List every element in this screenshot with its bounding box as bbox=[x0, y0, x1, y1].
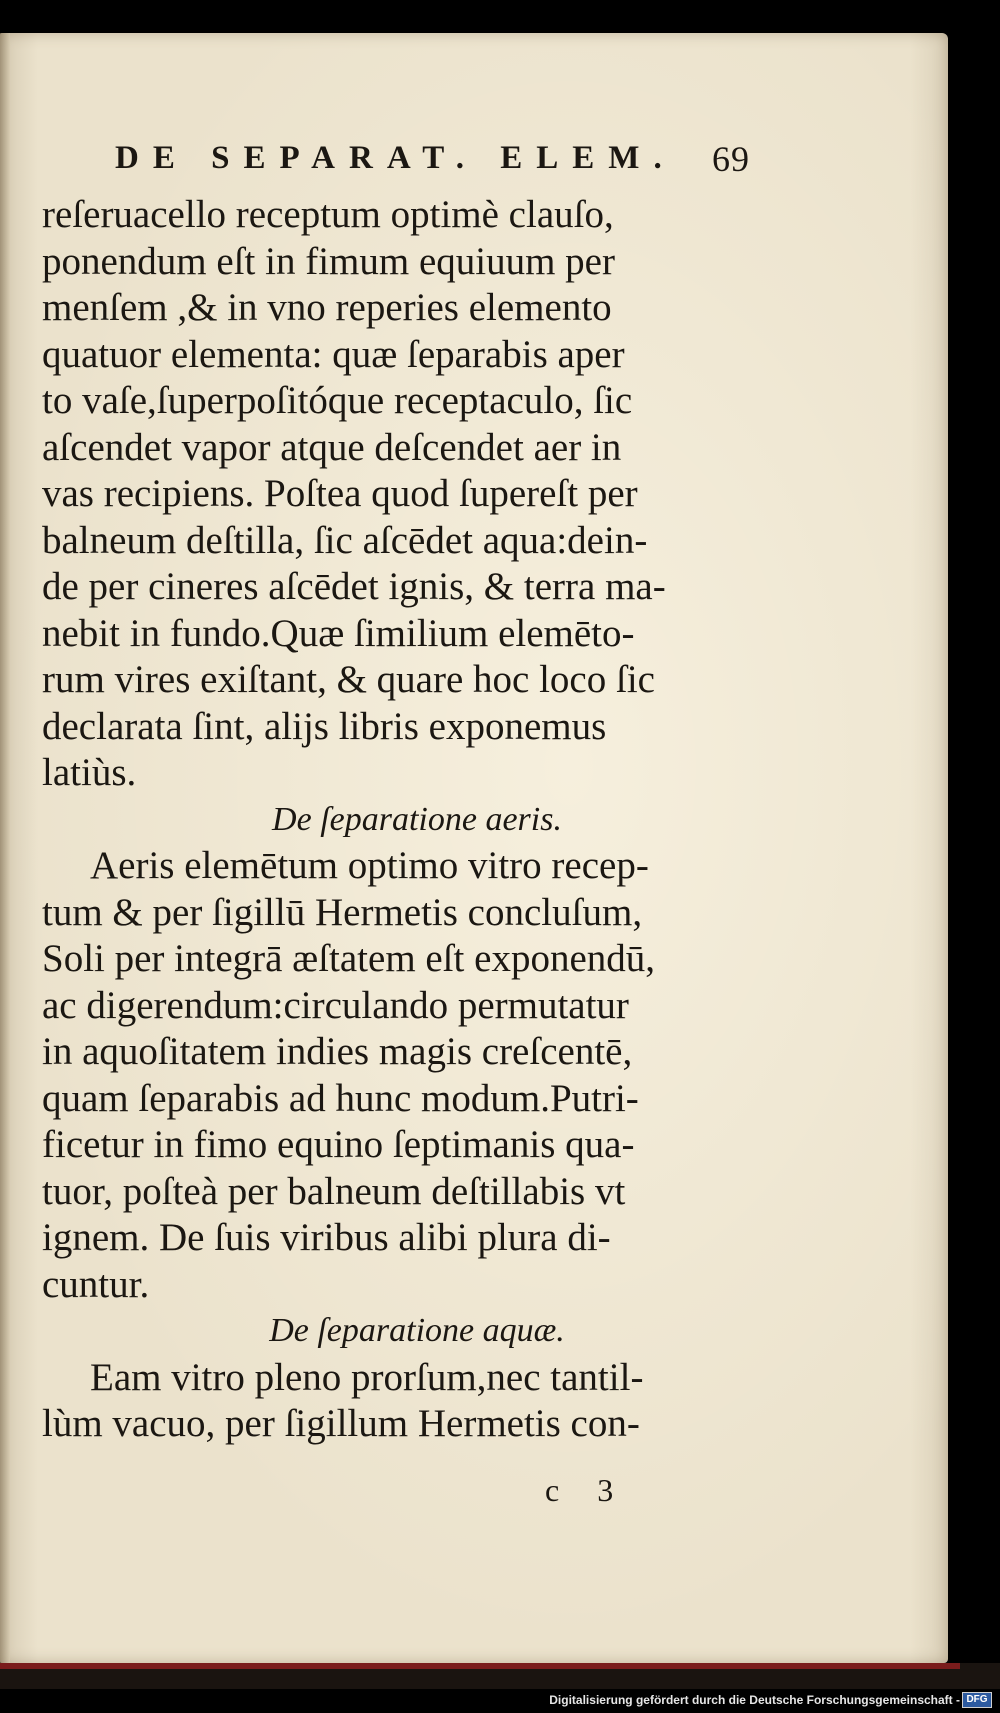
scan-bottom-band bbox=[0, 1663, 1000, 1689]
text-line: nebit in fundo.Quæ ſimilium elemēto- bbox=[42, 611, 635, 655]
text-line: menſem ,& in vno reperies elemento bbox=[42, 286, 612, 329]
digitization-credit: Digitalisierung gefördert durch die Deutsche Forschungsgemeinschaft - bbox=[549, 1693, 960, 1707]
page-edge-stripe bbox=[0, 1663, 960, 1669]
text-block bbox=[42, 192, 762, 1448]
text-line: declarata ſint, alijs libris exponemus bbox=[42, 704, 607, 748]
text-line: quam ſeparabis ad hunc modum.Putri- bbox=[42, 1076, 639, 1120]
text-line: Soli per integrā æſtatem eſt exponendū, bbox=[42, 937, 656, 980]
text-line: Aeris elemētum optimo vitro recep- bbox=[90, 844, 649, 887]
page-number: 69 bbox=[712, 139, 750, 179]
text-line: latiùs. bbox=[42, 751, 137, 794]
text-line: Eam vitro pleno prorſum,nec tantil- bbox=[90, 1355, 644, 1399]
text-line: tuor, poſteà per balneum deſtillabis vt bbox=[42, 1169, 626, 1213]
section-heading: De ſeparatione aquæ. bbox=[269, 1312, 565, 1349]
text-line: to vaſe,ſuperpoſitóque receptaculo, ſic bbox=[42, 379, 633, 422]
section-heading: De ſeparatione aeris. bbox=[272, 800, 562, 838]
text-line: rum vires exiſtant, & quare hoc loco ſic bbox=[42, 658, 655, 701]
text-line: ponendum eſt in fimum equiuum per bbox=[42, 239, 615, 283]
text-line: de per cineres aſcēdet ignis, & terra ma- bbox=[42, 565, 666, 608]
text-line: aſcendet vapor atque deſcendet aer in bbox=[42, 425, 622, 469]
text-line: tum & per ſigillū Hermetis concluſum, bbox=[42, 890, 643, 934]
text-line: reſeruacello receptum optimè clauſo, bbox=[42, 193, 614, 236]
text-line: in aquoſitatem indies magis creſcentē, bbox=[42, 1030, 633, 1073]
page-gutter-edge bbox=[0, 33, 10, 1663]
text-line: ignem. De ſuis viribus alibi plura di- bbox=[42, 1216, 611, 1259]
signature-mark: c 3 bbox=[545, 1472, 614, 1508]
running-head: DE SEPARAT. ELEM. bbox=[115, 140, 676, 176]
text-line: vas recipiens. Poſtea quod ſupereſt per bbox=[42, 472, 638, 515]
text-line: ac digerendum:circulando permutatur bbox=[42, 983, 629, 1027]
text-line: lùm vacuo, per ſigillum Hermetis con- bbox=[42, 1402, 640, 1445]
text-line: balneum deſtilla, ſic aſcēdet aqua:dein- bbox=[42, 518, 648, 562]
text-line: ficetur in fimo equino ſeptimanis qua- bbox=[42, 1123, 635, 1166]
text-line: cuntur. bbox=[42, 1262, 150, 1306]
dfg-logo: DFG bbox=[962, 1692, 992, 1708]
text-line: quatuor elementa: quæ ſeparabis aper bbox=[42, 332, 625, 376]
